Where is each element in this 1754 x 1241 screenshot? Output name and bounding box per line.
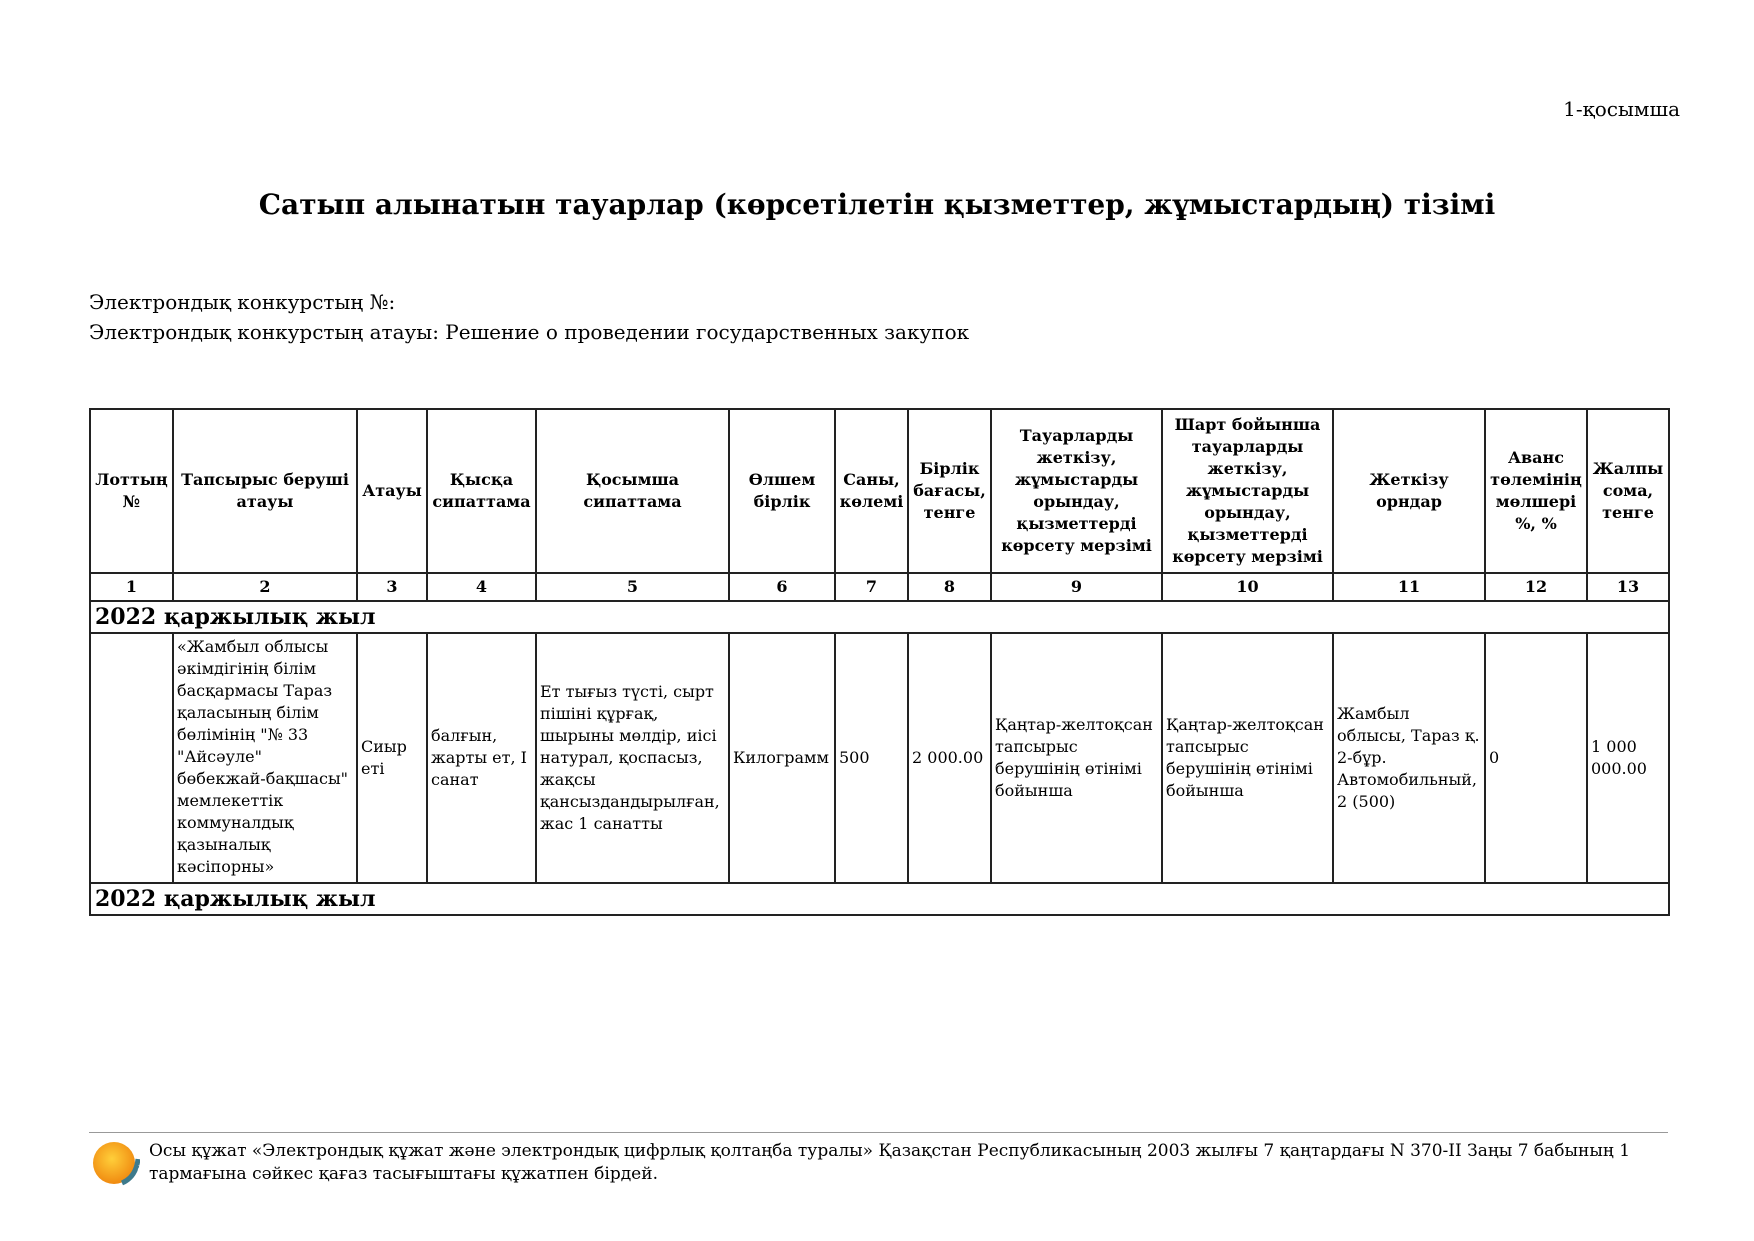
cell-quantity: 500 <box>835 633 908 883</box>
appendix-label: 1-қосымша <box>1563 97 1680 121</box>
col-number: 7 <box>835 573 908 601</box>
col-number: 5 <box>536 573 729 601</box>
col-header-lot-number: Лоттың № <box>90 409 173 573</box>
col-header-unit: Өлшем бірлік <box>729 409 835 573</box>
col-header-customer: Тапсырыс беруші атауы <box>173 409 357 573</box>
col-header-total-sum: Жалпы сома, тенге <box>1587 409 1669 573</box>
cell-delivery-term: Қаңтар-желтоқсан тапсырыс берушінің өтінімі бойынша <box>991 633 1162 883</box>
col-header-delivery-term: Тауарларды жеткізу, жұмыстарды орындау, қызметтерді көрсету мерзімі <box>991 409 1162 573</box>
col-header-unit-price: Бірлік бағасы, тенге <box>908 409 991 573</box>
table-row <box>90 633 1669 883</box>
cell-unit-price: 2 000.00 <box>908 633 991 883</box>
column-number-row <box>90 573 1669 601</box>
col-number: 9 <box>991 573 1162 601</box>
col-number: 6 <box>729 573 835 601</box>
footer-text: Осы құжат «Электрондық құжат және электрондық цифрлық қолтаңба туралы» Қазақстан Республикасының 2003 жылғы 7 қаңтардағы N 370-II Заңы 7 бабының 1 тармағына сәйкес қағаз тасығыштағы құжатпен бірдей. <box>149 1141 1631 1184</box>
document-footer <box>89 1132 1668 1184</box>
cell-contract-delivery-term: Қаңтар-желтоқсан тапсырыс берушінің өтінімі бойынша <box>1162 633 1333 883</box>
contest-number-label: Электрондық конкурстың №: <box>89 290 396 314</box>
cell-unit: Килограмм <box>729 633 835 883</box>
year-row-label: 2022 қаржылық жыл <box>90 601 1669 633</box>
egov-seal-icon <box>92 1139 140 1187</box>
contest-number <box>89 290 395 314</box>
col-header-additional-description: Қосымша сипаттама <box>536 409 729 573</box>
procurement-table <box>89 408 1670 916</box>
cell-name: Сиыр еті <box>357 633 427 883</box>
col-header-contract-delivery-term: Шарт бойынша тауарларды жеткізу, жұмыстарды орындау, қызметтерді көрсету мерзімі <box>1162 409 1333 573</box>
cell-delivery-place: Жамбыл облысы, Тараз қ. 2-бұр. Автомобильный, 2 (500) <box>1333 633 1485 883</box>
year-row-label: 2022 қаржылық жыл <box>90 883 1669 915</box>
col-number: 12 <box>1485 573 1587 601</box>
contest-name <box>89 320 969 344</box>
col-number: 3 <box>357 573 427 601</box>
cell-total-sum: 1 000 000.00 <box>1587 633 1669 883</box>
col-number: 8 <box>908 573 991 601</box>
col-number: 4 <box>427 573 536 601</box>
cell-lot-number <box>90 633 173 883</box>
page-title: Сатып алынатын тауарлар (көрсетілетін қызметтер, жұмыстардың) тізімі <box>258 188 1496 221</box>
col-number: 11 <box>1333 573 1485 601</box>
col-header-quantity: Саны, көлемі <box>835 409 908 573</box>
year-row <box>90 601 1669 633</box>
col-header-name: Атауы <box>357 409 427 573</box>
contest-name-label: Электрондық конкурстың атауы: <box>89 320 439 344</box>
col-header-advance-percent: Аванс төлемінің мөлшері %, % <box>1485 409 1587 573</box>
cell-advance-percent: 0 <box>1485 633 1587 883</box>
cell-customer: «Жамбыл облысы әкімдігінің білім басқармасы Тараз қаласының білім бөлімінің "№ 33 "Айсәуле" бөбекжай-бақшасы" мемлекеттік коммуналдық қазыналық кәсіпорны» <box>173 633 357 883</box>
contest-name-value: Решение о проведении государственных закупок <box>445 320 970 344</box>
year-row <box>90 883 1669 915</box>
cell-short-description: балғын, жарты ет, I санат <box>427 633 536 883</box>
col-number: 13 <box>1587 573 1669 601</box>
header-row <box>90 409 1669 573</box>
col-number: 2 <box>173 573 357 601</box>
col-number: 10 <box>1162 573 1333 601</box>
col-number: 1 <box>90 573 173 601</box>
cell-additional-description: Ет тығыз түсті, сырт пішіні құрғақ, шырыны мөлдір, иісі натурал, қоспасыз, жақсы қансыздандырылған, жас 1 санатты <box>536 633 729 883</box>
col-header-short-description: Қысқа сипаттама <box>427 409 536 573</box>
col-header-delivery-place: Жеткізу орндар <box>1333 409 1485 573</box>
